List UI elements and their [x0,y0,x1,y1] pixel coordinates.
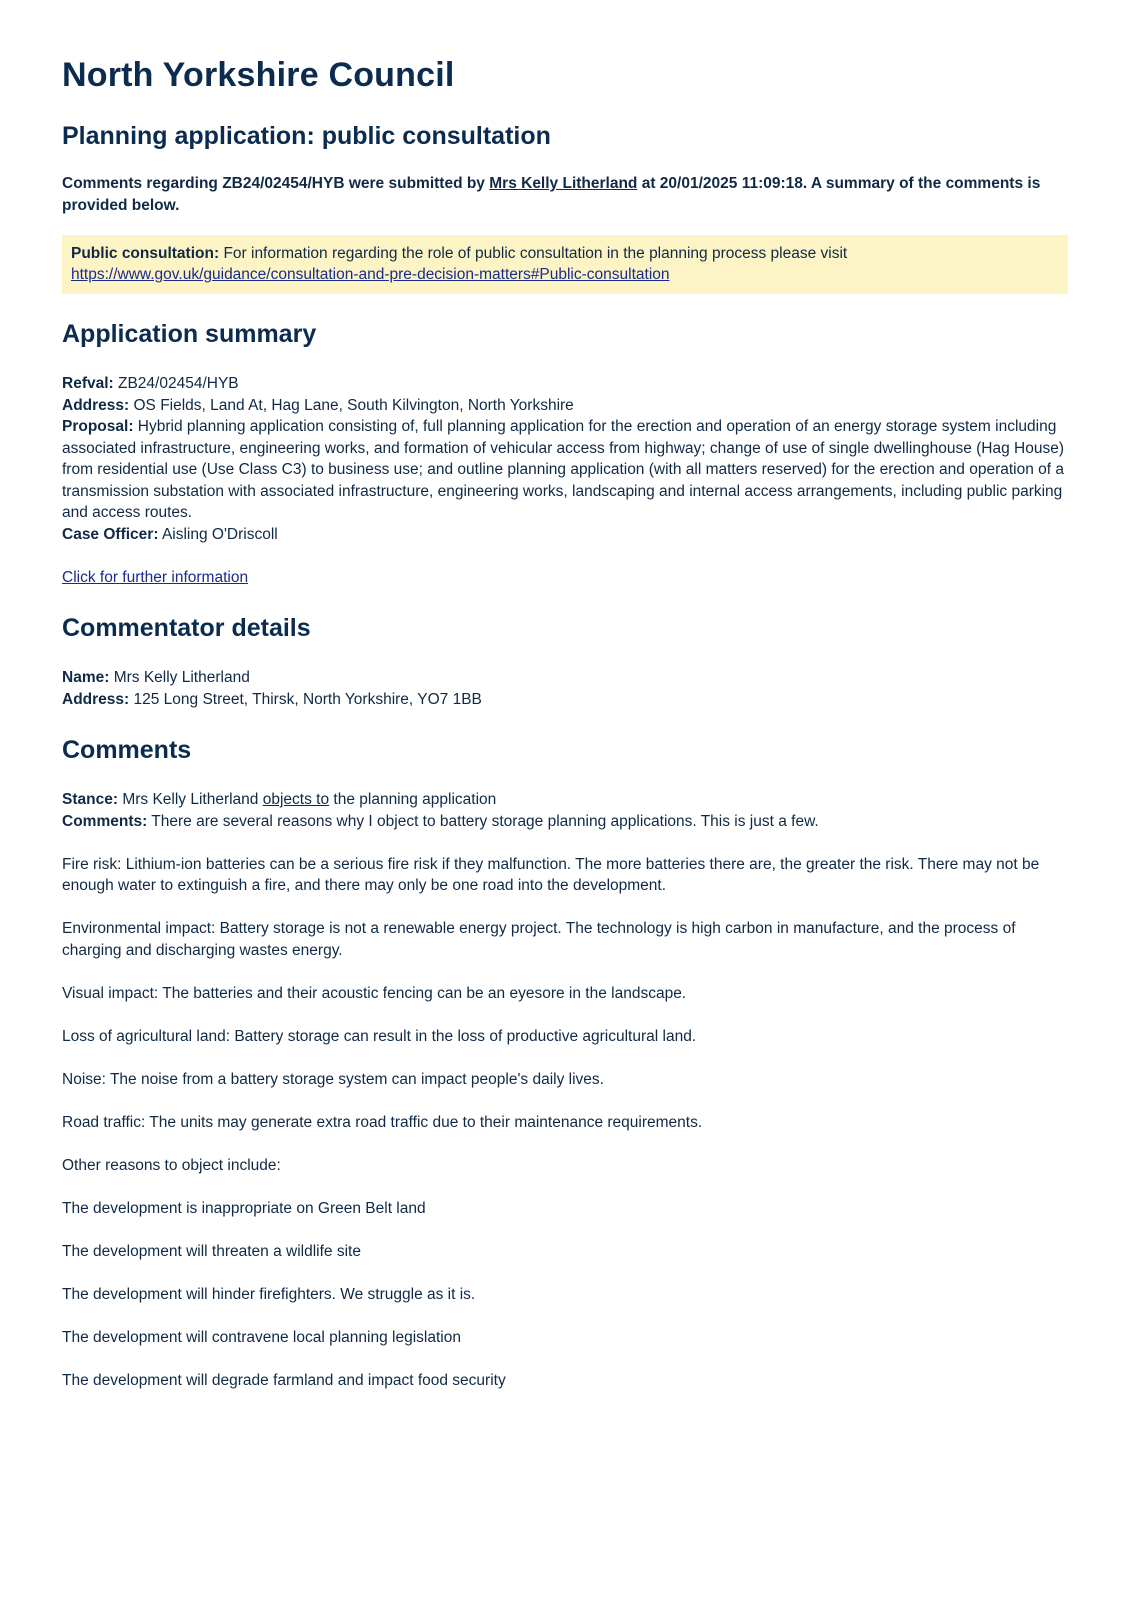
stance-row [62,789,1068,811]
site-address-row [62,395,1068,417]
page-subtitle: Planning application: public consultation [62,122,551,150]
commentator-address-row [62,689,1068,711]
stance-objects-link[interactable]: objects to [262,791,330,808]
comment-paragraph: The development will degrade farmland and impact food security [62,1371,506,1389]
comment-paragraph: The development will threaten a wildlife site [62,1242,361,1260]
comments-label: Comments: [62,812,148,830]
intro-summary [62,173,1068,217]
comment-paragraph: Road traffic: The units may generate extra road traffic due to their maintenance requirements. [62,1113,703,1131]
site-address-value: OS Fields, Land At, Hag Lane, South Kilvington, North Yorkshire [133,396,574,414]
commenter-link[interactable]: Mrs Kelly Litherland [489,175,638,192]
stance-suffix: the planning application [333,791,497,808]
commentator-address-value: 125 Long Street, Thirsk, North Yorkshire, YO7 1BB [133,690,482,708]
refval-row [62,373,1068,395]
case-officer-row [62,524,1068,546]
council-title: North Yorkshire Council [62,56,455,94]
commentator-details [62,667,1068,710]
refval-label: Refval: [62,375,114,392]
public-consultation-notice [62,235,1068,294]
comments-first-line: There are several reasons why I object to battery storage planning applications. This is just a few. [151,812,819,830]
comment-paragraph: Visual impact: The batteries and their acoustic fencing can be an eyesore in the landscape. [62,984,687,1002]
stance-label: Stance: [62,791,118,808]
comment-paragraph: The development is inappropriate on Green Belt land [62,1199,426,1217]
site-address-label: Address: [62,396,130,414]
further-info-row [62,567,1068,589]
proposal-row [62,416,1068,524]
comment-paragraph: The development will contravene local planning legislation [62,1328,461,1346]
commentator-name-row [62,667,1068,689]
proposal-label: Proposal: [62,418,134,435]
consultation-guidance-link[interactable]: https://www.gov.uk/guidance/consultation-and-pre-decision-matters#Public-consultation [71,266,670,283]
comment-paragraph: Other reasons to object include: [62,1156,281,1174]
notice-text: For information regarding the role of public consultation in the planning process please visit [223,245,848,262]
commentator-heading: Commentator details [62,614,311,642]
comment-paragraph: Loss of agricultural land: Battery storage can result in the loss of productive agricultural land. [62,1027,697,1045]
commentator-name-label: Name: [62,669,110,686]
comment-paragraph: Environmental impact: Battery storage is not a renewable energy project. The technology is high carbon in manufacture, and the process of charging and discharging wastes energy. [62,920,1016,959]
comments-heading: Comments [62,736,192,764]
application-details [62,373,1068,545]
commentator-name-value: Mrs Kelly Litherland [113,669,250,686]
further-information-link[interactable]: Click for further information [62,568,249,586]
proposal-value: Hybrid planning application consisting of, full planning application for the erection and operation of an energy storage system including associated infrastructure, engineering works, and formation of vehicular access from highway; change of use of single dwellinghouse (Hag House) from residential use (Use Class C3) to business use; and outline planning application (with all matters reserved) for the erection and operation of a transmission substation with associated infrastructure, engineering works, landscaping and internal access arrangements, including public parking and access routes. [62,418,1065,521]
comment-paragraph: The development will hinder firefighters. We struggle as it is. [62,1285,476,1303]
case-officer-value: Aisling O'Driscoll [161,525,278,543]
refval-value: ZB24/02454/HYB [118,375,239,392]
stance-name: Mrs Kelly Litherland [122,791,259,808]
comment-paragraph: Noise: The noise from a battery storage system can impact people's daily lives. [62,1070,604,1088]
commentator-address-label: Address: [62,690,130,708]
case-officer-label: Case Officer: [62,525,159,543]
intro-suffix: at 20/01/2025 11:09:18. A summary of the comments is provided below. [62,175,1041,214]
comments-body [62,789,1068,832]
comments-intro-row [62,811,1068,833]
application-summary-heading: Application summary [62,320,317,348]
notice-label: Public consultation: [71,245,220,262]
intro-prefix: Comments regarding ZB24/02454/HYB were submitted by [62,175,485,192]
comment-paragraph: Fire risk: Lithium-ion batteries can be a serious fire risk if they malfunction. The more batteries there are, the greater the risk. There may not be enough water to extinguish a fire, and there may only be one road into the development. [62,855,1040,894]
